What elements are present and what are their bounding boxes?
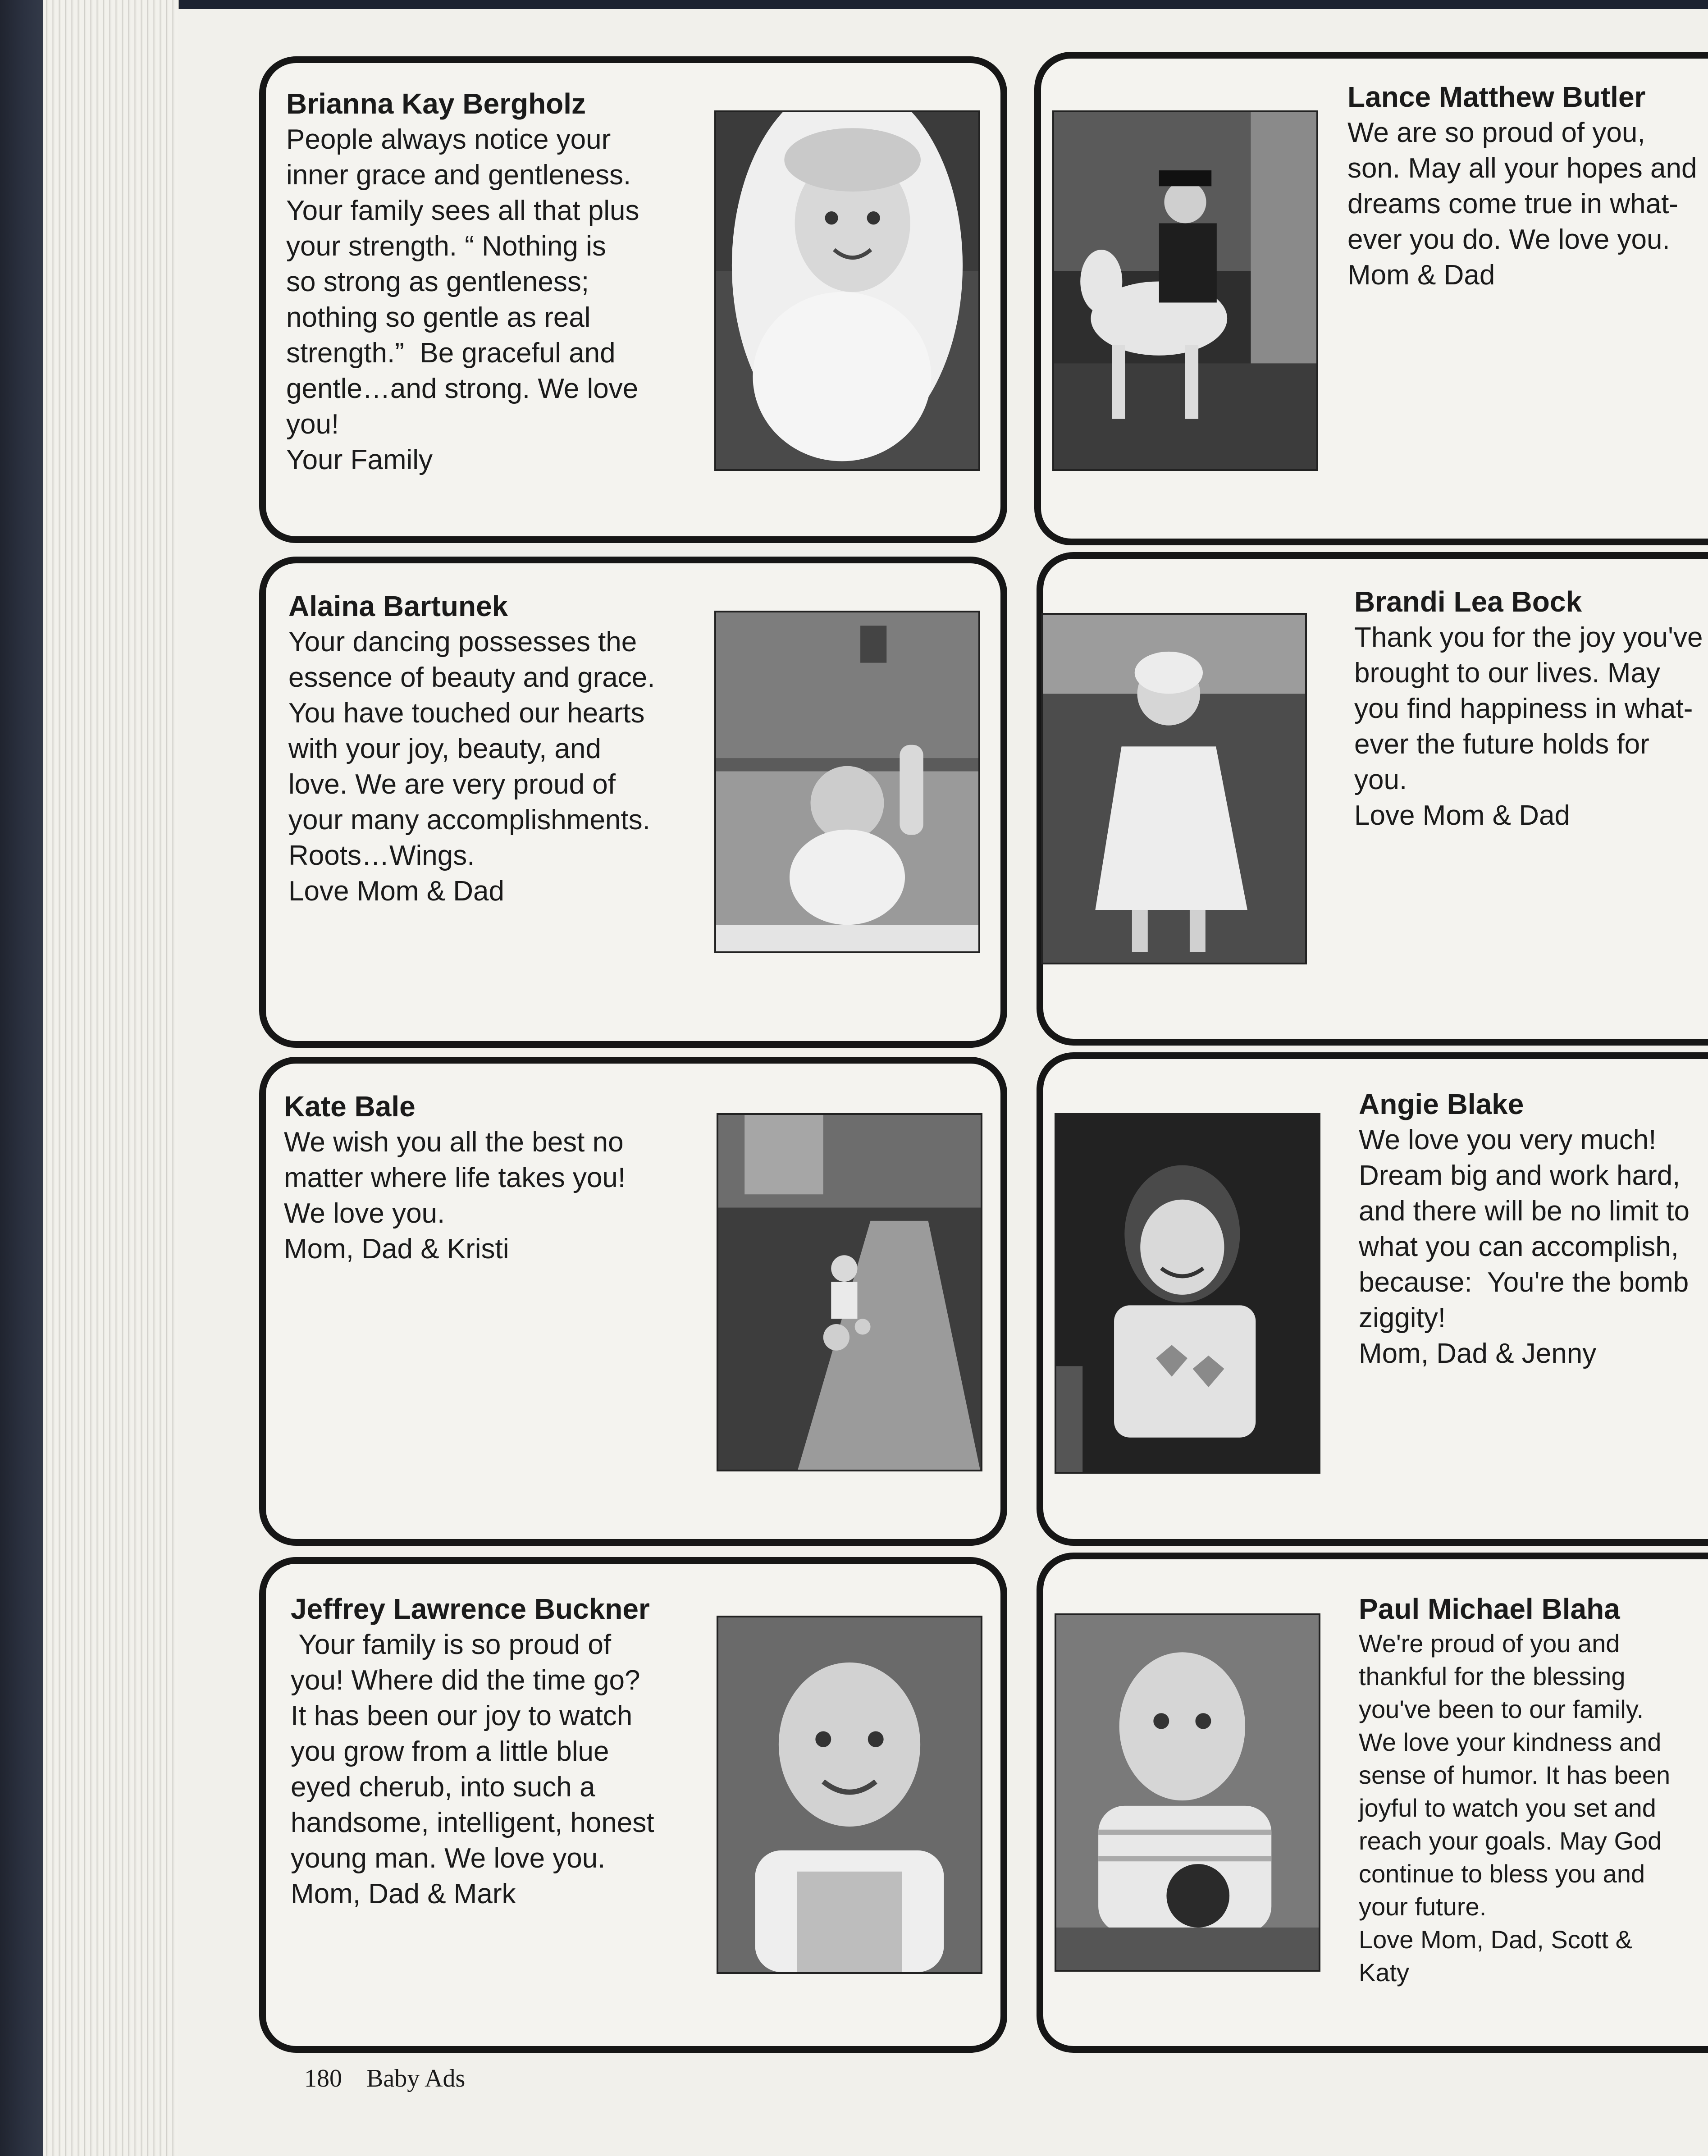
ad-text-block [1359,1591,1670,1989]
section-title: Baby Ads [366,2065,466,2092]
ad-name: Paul Michael Blaha [1359,1593,1620,1625]
ad-message: We're proud of you and thankful for the blessing you've been to our family. We love your kindness and sense of humor. It has been joyful to watch you set and reach your goals. May God continue to bless you and your future. Love Mom, Dad, Scott & Katy [1359,1629,1671,1987]
ad-message: We are so proud of you, son. May all your hopes and dreams come true in what- ever you do. We love you. Mom & Dad [1347,117,1697,291]
baby-boy-overalls-photo [717,1616,982,1974]
page-edges [43,0,179,2156]
ad-name: Jeffrey Lawrence Buckner [291,1593,650,1625]
ad-text-block [284,1088,626,1267]
smiling-girl-heart-shirt-photo [1055,1113,1320,1474]
ad-text-block [291,1591,654,1912]
ad-message: People always notice your inner grace and gentleness. Your family sees all that plus your strength. “ Nothing is so strong as gentleness; nothing so gentle as real strength.” Be graceful and gentle…and strong. We love you! Your Family [286,124,639,475]
ad-name: Brandi Lea Bock [1354,585,1582,618]
ad-text-block [286,86,639,478]
ad-text-block [1347,79,1697,293]
toddler-girl-in-yard-photo [1041,613,1307,964]
ad-name: Kate Bale [284,1090,416,1123]
toddler-girl-with-bonnet-photo [714,110,980,471]
ad-text-block [1359,1086,1690,1371]
ad-name: Lance Matthew Butler [1347,81,1646,113]
ad-message: We wish you all the best no matter where life takes you! We love you. Mom, Dad & Kristi [284,1127,626,1265]
child-on-tricycle-photo [717,1113,982,1471]
ad-message: Your family is so proud of you! Where did the time go? It has been our joy to watch you grow from a little blue eyed cherub, into such a handsome, intelligent, honest young man. We love you. Mom, Dad & Mark [291,1629,654,1909]
ad-message: Your dancing possesses the essence of beauty and grace. You have touched our hearts with your joy, beauty, and love. We are very proud of your many accomplishments. Roots…Wings. Love Mom & Dad [288,626,655,907]
ad-name: Alaina Bartunek [288,590,508,622]
ad-message: We love you very much! Dream big and work hard, and there will be no limit to what you can accomplish, because: You're the bomb ziggity! Mom, Dad & Jenny [1359,1124,1690,1369]
baby-in-high-chair-photo [714,611,980,953]
ad-text-block [288,588,655,909]
page-number: 180 [304,2065,342,2092]
yearbook-page [178,9,1708,2156]
page-footer [304,2064,483,2093]
ad-text-block [1354,584,1708,833]
boy-on-rocking-horse-photo [1052,110,1318,471]
ad-message: Thank you for the joy you've brought to our lives. May you find happiness in what- ever the future holds for you. Love Mom & Dad [1354,622,1703,831]
baby-boy-with-toy-photo [1055,1613,1320,1972]
ad-name: Angie Blake [1359,1088,1524,1120]
ad-name: Brianna Kay Bergholz [286,87,586,120]
